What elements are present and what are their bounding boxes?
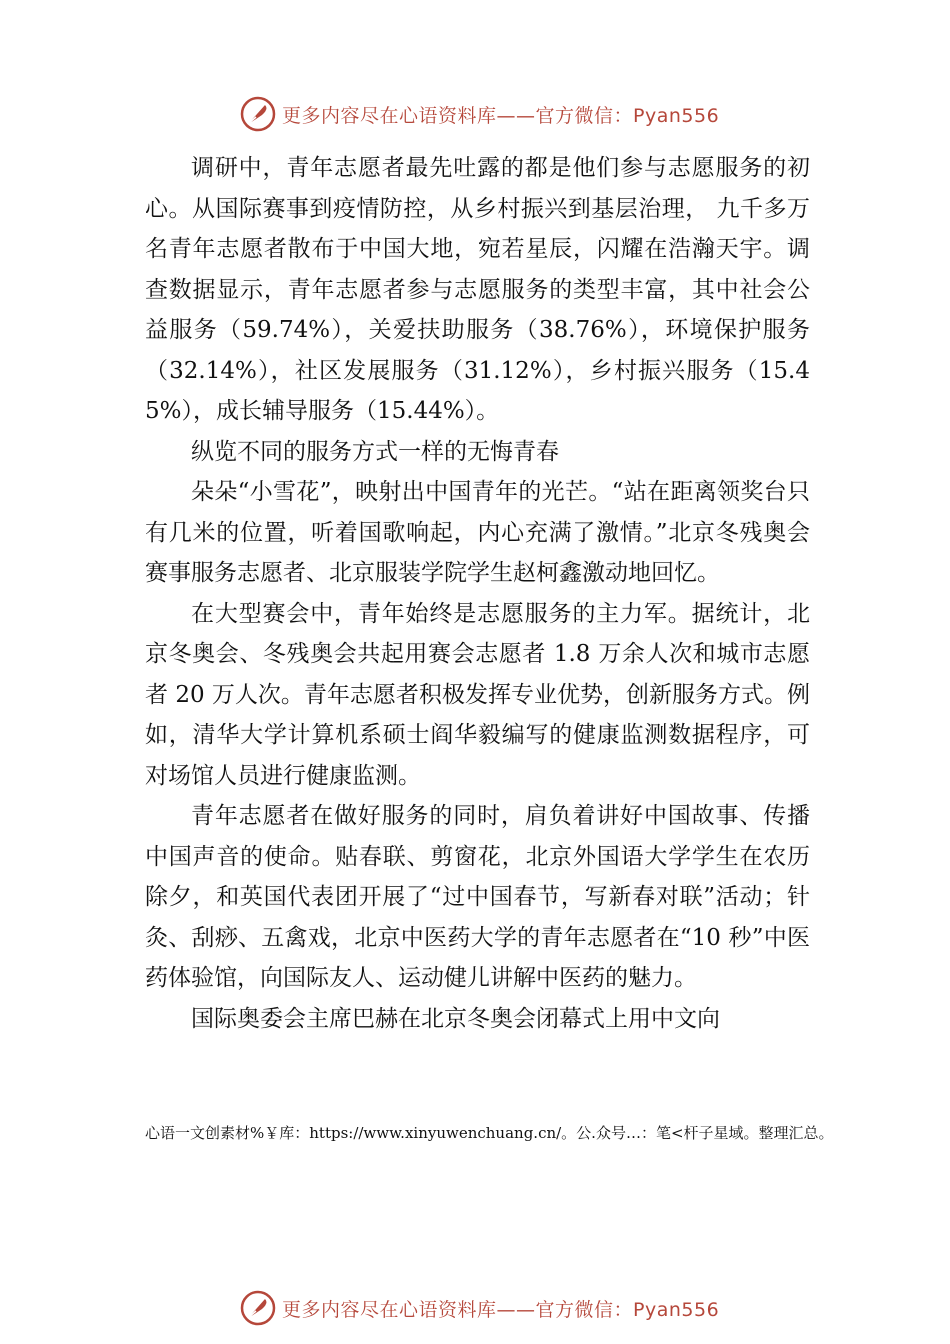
paragraph: 在大型赛会中，青年始终是志愿服务的主力军。据统计，北京冬奥会、冬残奥会共起用赛会志愿者 1.8 万余人次和城市志愿者 20 万人次。青年志愿者积极发挥专业优势，创新服务方式。例如，清华大学计算机系硕士阎华毅编写的健康监测数据程序，可对场馆人员进行健康监测。 <box>145 600 810 789</box>
paragraph: 青年志愿者在做好服务的同时，肩负着讲好中国故事、传播中国声音的使命。贴春联、剪窗花，北京外国语大学学生在农历除夕，和英国代表团开展了“过中国春节，写新春对联”活动；针灸、刮痧、五禽戏，北京中医药大学的青年志愿者在“10 秒”中医药体验馆，向国际友人、运动健儿讲解中医药的魅力。 <box>145 803 810 991</box>
article-body <box>145 148 810 1039</box>
quill-pen-logo-icon <box>240 96 276 132</box>
top-banner <box>240 94 760 134</box>
section-heading: 纵览不同的服务方式一样的无悔青春 <box>191 438 559 465</box>
paragraph: 调研中，青年志愿者最先吐露的都是他们参与志愿服务的初心。从国际赛事到疫情防控，从乡村振兴到基层治理， 九千多万名青年志愿者散布于中国大地，宛若星辰，闪耀在浩瀚天宇。调查数据显示，青年志愿者参与志愿服务的类型丰富，其中社会公益服务（59.74%），关爱扶助服务（38.76%），环境保护服务（32.14%），社区发展服务（31.12%），乡村振兴服务（15.45%），成长辅导服务（15.44%）。 <box>145 155 810 424</box>
banner-text: 更多内容尽在心语资料库——官方微信：Pyan556 <box>282 104 720 127</box>
quill-pen-logo-icon <box>240 1290 276 1326</box>
paragraph: 朵朵“小雪花”，映射出中国青年的光芒。“站在距离领奖台只有几米的位置，听着国歌响起，内心充满了激情。”北京冬残奥会赛事服务志愿者、北京服装学院学生赵柯鑫激动地回忆。 <box>145 479 810 586</box>
footer-note: 心语一文创素材%￥库：https://www.xinyuwenchuang.cn/。公.众号…：笔<杆子星域。整理汇总。 <box>145 1124 834 1142</box>
banner-text: 更多内容尽在心语资料库——官方微信：Pyan556 <box>282 1298 720 1321</box>
paragraph: 国际奥委会主席巴赫在北京冬奥会闭幕式上用中文向 <box>191 1005 720 1032</box>
bottom-banner <box>240 1288 760 1328</box>
